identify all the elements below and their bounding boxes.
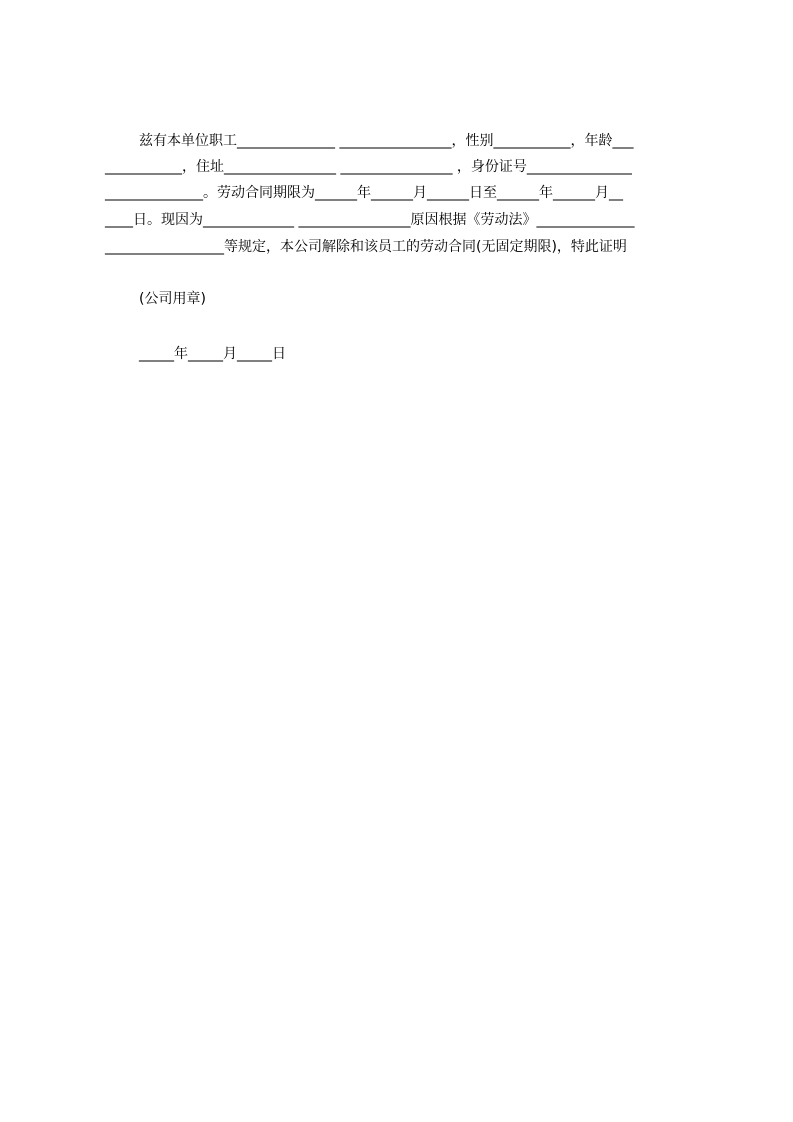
body-line-4: ____日。现因为_____________ ________________原因根据《劳动法》______________: [105, 212, 635, 228]
body-line-3: ______________。劳动合同期限为______年______月______日至______年______月__: [105, 185, 623, 201]
body-line-5: _________________等规定，本公司解除和该员工的劳动合同(无固定期限)，特此证明: [105, 239, 627, 255]
body-line-2: ___________，住址________________ ________________ ，身份证号_______________: [105, 159, 632, 175]
date-line: _____年_____月_____日: [139, 346, 286, 362]
body-line-1: 兹有本单位职工______________ ________________，性别___________，年龄___: [139, 133, 634, 149]
company-seal-label: (公司用章): [139, 291, 206, 307]
